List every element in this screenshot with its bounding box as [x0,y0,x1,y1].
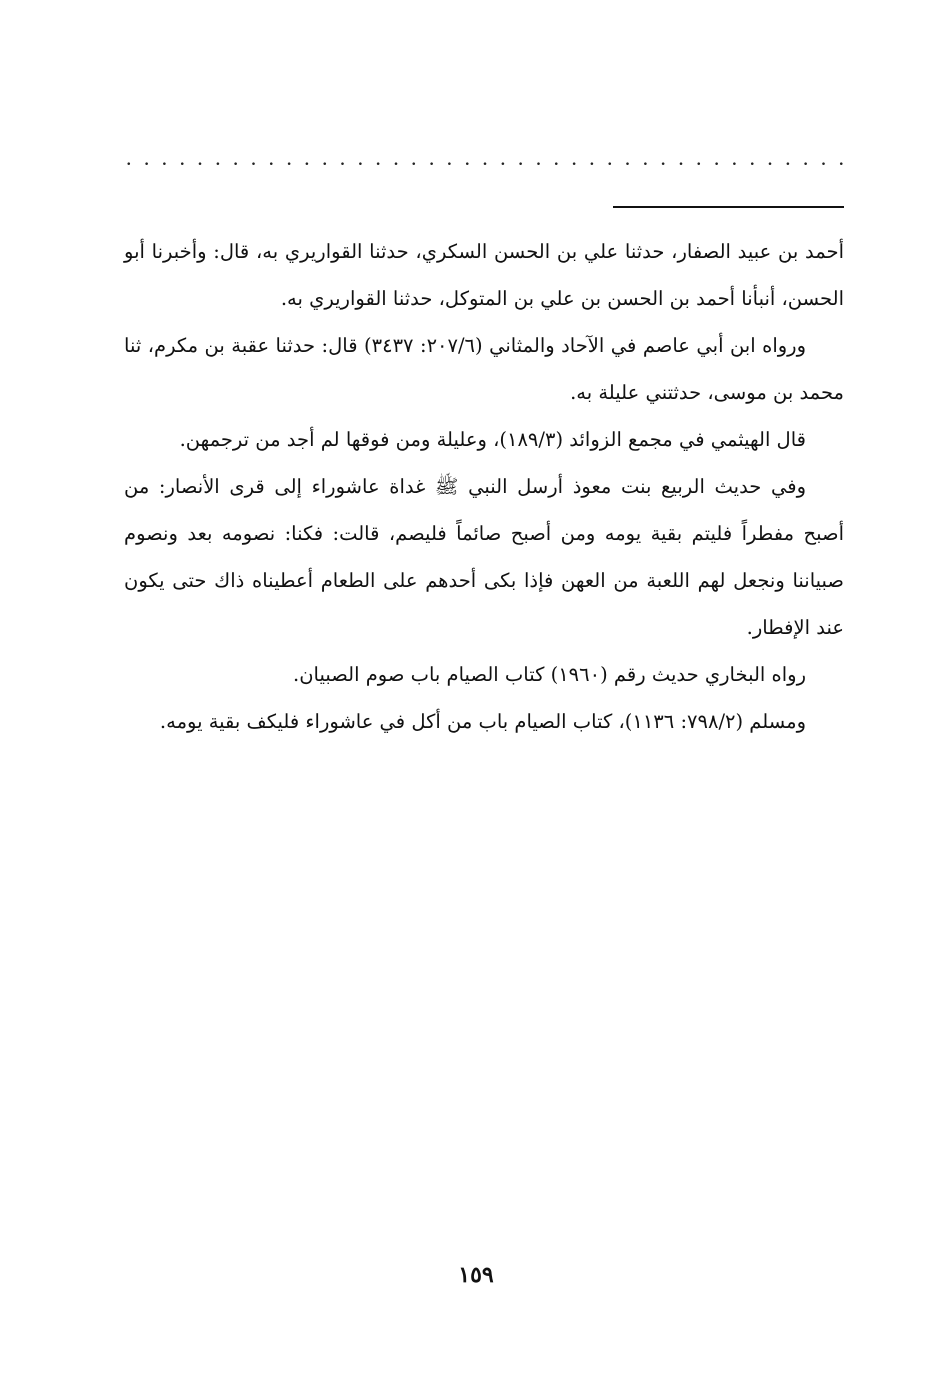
footnote-paragraph: ومسلم (٧٩٨/٢: ١١٣٦)، كتاب الصيام باب من أكل في عاشوراء فليكف بقية يومه. [159,710,806,733]
footnote-paragraph: قال الهيثمي في مجمع الزوائد (١٨٩/٣)، وعليلة ومن فوقها لم أجد من ترجمهن. [179,428,806,451]
footnote-paragraph: ورواه ابن أبي عاصم في الآحاد والمثاني (٢٠٧/٦: ٣٤٣٧) قال: حدثنا عقبة بن مكرم، ثنا محمد بن موسى، حدثتني عليلة به. [124,334,844,404]
footnote-rule [613,206,844,208]
footnote-paragraph: رواه البخاري حديث رقم (١٩٦٠) كتاب الصيام باب صوم الصبيان. [293,663,806,686]
footnote-paragraph: أحمد بن عبيد الصفار، حدثنا علي بن الحسن السكري، حدثنا القواريري به، قال: وأخبرنا أبو الحسن، أنبأنا أحمد بن الحسن بن علي بن المتوكل، حدثنا القواريري به. [124,240,844,310]
dotted-separator: . . . . . . . . . . . . . . . . . . . . . . . . . . . . . . . . . . . . . . . . . [126,148,844,168]
footnote-text [124,228,844,745]
page-number: ١٥٩ [458,1262,494,1288]
footnote-paragraph: وفي حديث الربيع بنت معوذ أرسل النبي ﷺ غداة عاشوراء إلى قرى الأنصار: من أصبح مفطراً فليتم بقية يومه ومن أصبح صائماً فليصم، قالت: فكنا: نصومه بعد ونصوم صبياننا ونجعل لهم اللعبة من العهن فإذا بكى أحدهم على الطعام أعطيناه ذاك حتى يكون عند الإفطار. [124,475,844,639]
